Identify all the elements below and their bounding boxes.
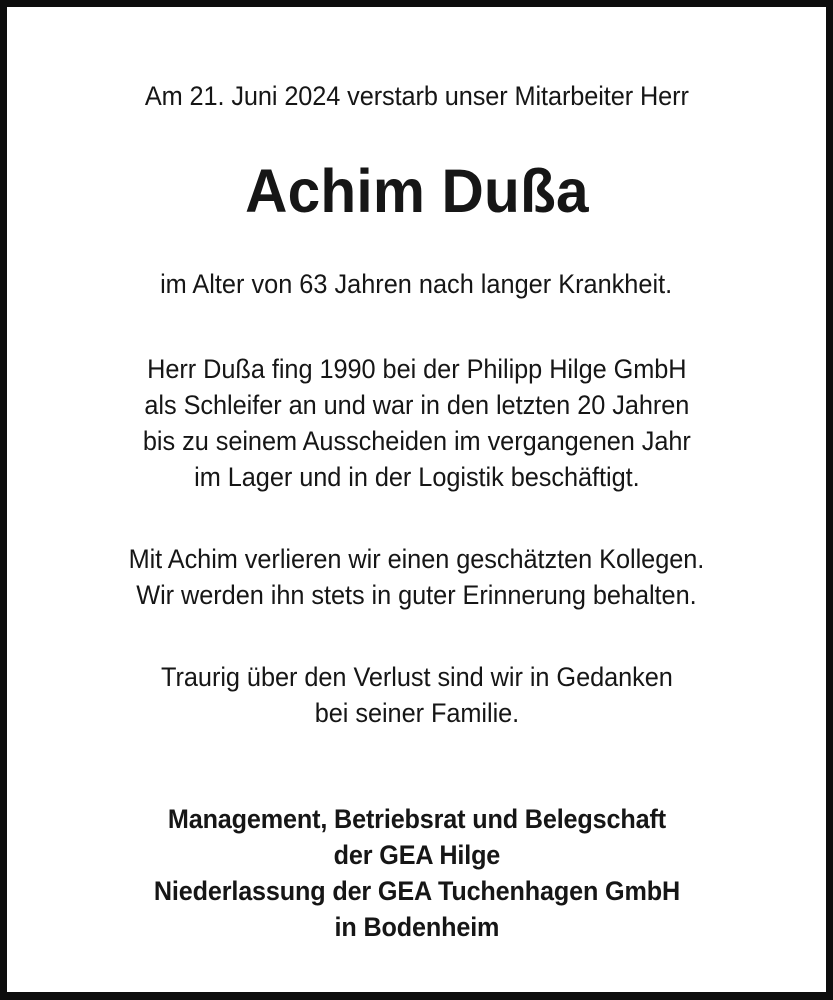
intro-line-text: Am 21. Juni 2024 verstarb unser Mitarbeiter Herr xyxy=(144,81,689,111)
biography-line: im Lager und in der Logistik beschäftigt. xyxy=(193,462,640,492)
biography-line: Herr Dußa fing 1990 bei der Philipp Hilge GmbH xyxy=(146,354,687,384)
signature-block xyxy=(153,801,679,945)
biography-line: bis zu seinem Ausscheiden im vergangenen Jahr xyxy=(142,426,691,456)
age-line xyxy=(160,267,672,301)
deceased-name xyxy=(245,157,589,225)
closing-line: bei seiner Familie. xyxy=(314,698,519,728)
tribute-line: Mit Achim verlieren wir einen geschätzten Kollegen. xyxy=(128,544,705,574)
signature-line: in Bodenheim xyxy=(334,912,499,942)
closing-line: Traurig über den Verlust sind wir in Gedanken xyxy=(160,662,673,692)
deceased-name-text: Achim Dußa xyxy=(244,157,589,225)
signature-line: der GEA Hilge xyxy=(333,840,500,870)
closing-paragraph xyxy=(161,659,673,731)
biography-paragraph xyxy=(143,351,691,495)
age-line-text: im Alter von 63 Jahren nach langer Krankheit. xyxy=(160,269,673,299)
tribute-line: Wir werden ihn stets in guter Erinnerung behalten. xyxy=(136,580,697,610)
tribute-paragraph xyxy=(129,541,705,613)
signature-line: Niederlassung der GEA Tuchenhagen GmbH xyxy=(153,876,680,906)
intro-line xyxy=(145,79,689,113)
biography-line: als Schleifer an und war in den letzten 20 Jahren xyxy=(144,390,689,420)
obituary-notice xyxy=(7,7,826,992)
signature-line: Management, Betriebsrat und Belegschaft xyxy=(167,804,666,834)
